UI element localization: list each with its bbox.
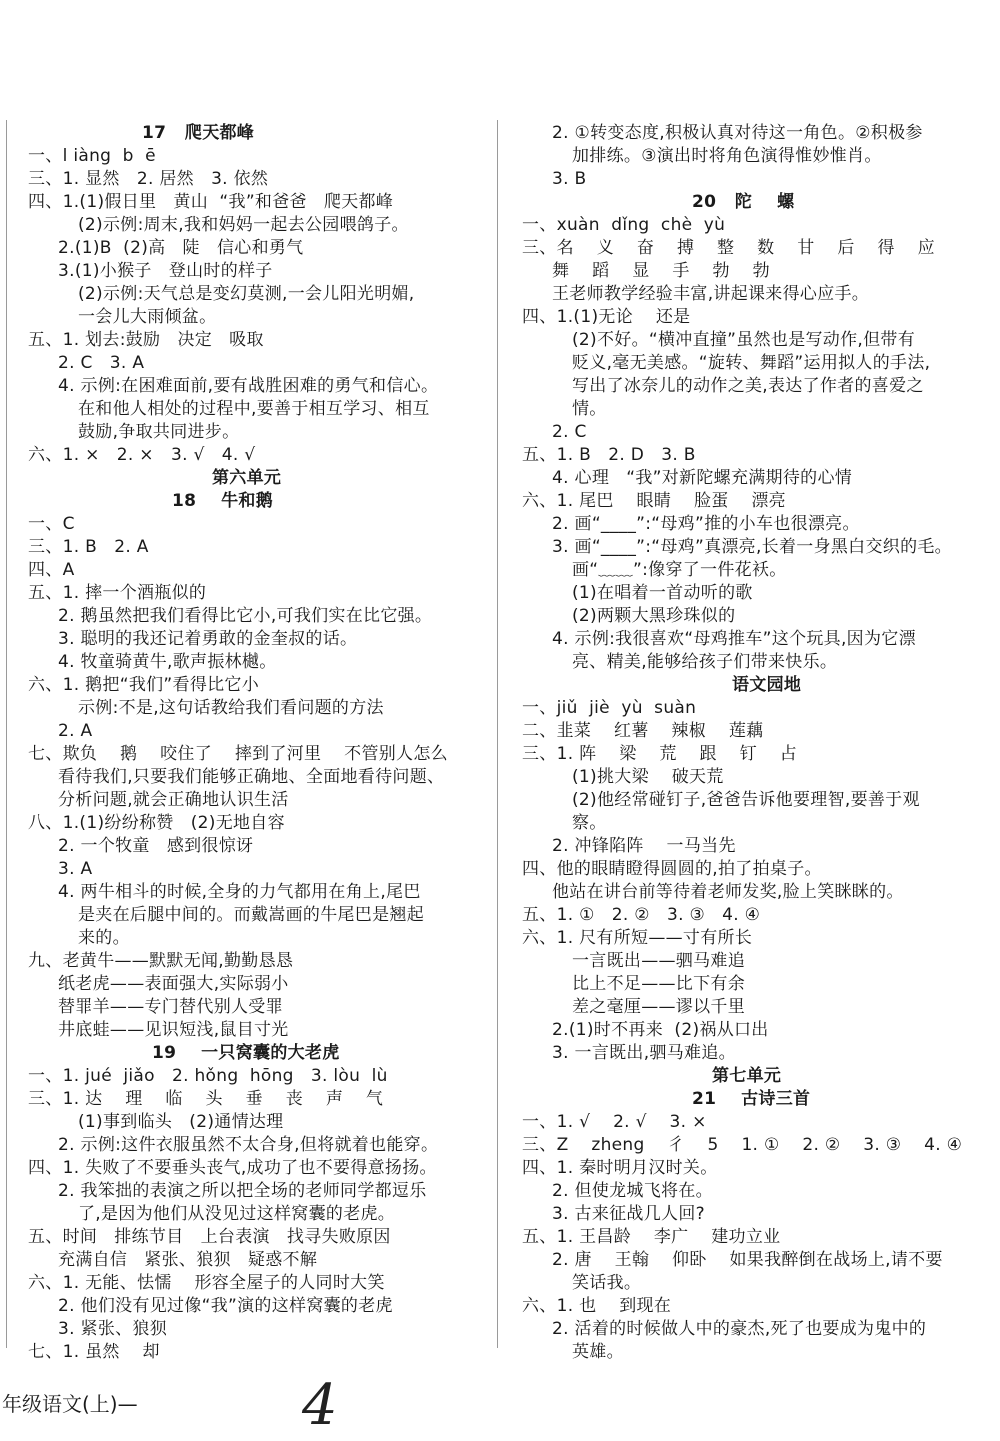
answer-line: 三、1. 阵 梁 荒 跟 钉 占 <box>522 744 797 764</box>
answer-line: (2)示例:天气总是变幻莫测,一会儿阳光明媚, <box>78 284 415 304</box>
answer-line: 察。 <box>572 813 607 833</box>
answer-line: 四、1. 失败了不要垂头丧气,成功了也不要得意扬扬。 <box>28 1158 437 1178</box>
answer-line: 王老师教学经验丰富,讲起课来得心应手。 <box>552 284 870 304</box>
answer-line: 七、1. 虽然 却 <box>28 1342 160 1362</box>
section-title: 21 古诗三首 <box>692 1089 811 1109</box>
answer-line: 2. ①转变态度,积极认真对待这一角色。②积极参 <box>552 123 923 143</box>
answer-line: 2. A <box>58 721 93 741</box>
answer-line: 加排练。③演出时将角色演得惟妙惟肖。 <box>572 146 882 166</box>
column-divider <box>497 120 498 1348</box>
answer-line: 五、1. 划去:鼓励 决定 吸取 <box>28 330 264 350</box>
answer-line: (1)事到临头 (2)通情达理 <box>78 1112 284 1132</box>
answer-line: 2. 画“____”:“母鸡”推的小车也很漂亮。 <box>552 514 860 534</box>
answer-line: (2)示例:周末,我和妈妈一起去公园喂鸽子。 <box>78 215 409 235</box>
answer-line: 2. 但使龙城飞将在。 <box>552 1181 713 1201</box>
answer-line: 一、l iàng b ē <box>28 146 156 166</box>
answer-line: 五、1. ① 2. ② 3. ③ 4. ④ <box>522 905 761 925</box>
answer-line: 3. A <box>58 859 93 879</box>
answer-line: 2. 唐 王翰 仰卧 如果我醉倒在战场上,请不要 <box>552 1250 943 1270</box>
section-title: 17 爬天都峰 <box>142 123 255 143</box>
left-margin-rule <box>6 120 7 1348</box>
answer-line: 笑话我。 <box>572 1273 642 1293</box>
answer-line: 亮、精美,能够给孩子们带来快乐。 <box>572 652 838 672</box>
answer-line: (1)在唱着一首动听的歌 <box>572 583 753 603</box>
answer-line: (2)不好。“横冲直撞”虽然也是写动作,但带有 <box>572 330 915 350</box>
answer-line: 鼓励,争取共同进步。 <box>78 422 240 442</box>
answer-line: 了,是因为他们从没见过这样窝囊的老虎。 <box>78 1204 396 1224</box>
answer-line: 是夹在后腿中间的。而戴嵩画的牛尾巴是翘起 <box>78 905 424 925</box>
answer-line: 一、jiǔ jiè yù suàn <box>522 698 697 718</box>
answer-line: 4. 示例:在困难面前,要有战胜困难的勇气和信心。 <box>58 376 439 396</box>
answer-line: 一、xuàn dǐng chè yù <box>522 215 726 235</box>
answer-line: 3. 古来征战几人回? <box>552 1204 705 1224</box>
answer-line: 看待我们,只要我们能够正确地、全面地看待问题、 <box>58 767 445 787</box>
answer-line: 六、1. 鹅把“我们”看得比它小 <box>28 675 260 695</box>
answer-line: 舞 蹈 显 手 勃 勃 <box>552 261 770 281</box>
answer-line: 3. 画“____”:“母鸡”真漂亮,长着一身黑白交织的毛。 <box>552 537 952 557</box>
answer-line: 3. B <box>552 169 587 189</box>
answer-line: 井底蛙——见识短浅,鼠目寸光 <box>58 1020 289 1040</box>
answer-line: 九、老黄牛——默默无闻,勤勤恳恳 <box>28 951 294 971</box>
answer-line: 纸老虎——表面强大,实际弱小 <box>58 974 289 994</box>
answer-line: 3. 一言既出,驷马难追。 <box>552 1043 736 1063</box>
section-title: 第七单元 <box>712 1066 782 1086</box>
answer-line: 六、1. 尾巴 眼睛 脸蛋 漂亮 <box>522 491 786 511</box>
answer-line: 一言既出——驷马难追 <box>572 951 745 971</box>
answer-line: 画“﹏﹏”:像穿了一件花袄。 <box>572 560 787 580</box>
answer-line: 示例:不是,这句话教给我们看问题的方法 <box>78 698 384 718</box>
answer-line: 四、1. 秦时明月汉时关。 <box>522 1158 718 1178</box>
answer-line: 他站在讲台前等待着老师发奖,脸上笑眯眯的。 <box>552 882 904 902</box>
answer-line: 在和他人相处的过程中,要善于相互学习、相互 <box>78 399 430 419</box>
answer-line: 3.(1)小猴子 登山时的样子 <box>58 261 273 281</box>
answer-line: 八、1.(1)纷纷称赞 (2)无地自容 <box>28 813 285 833</box>
answer-line: 二、韭菜 红薯 辣椒 莲藕 <box>522 721 764 741</box>
answer-line: 来的。 <box>78 928 130 948</box>
answer-line: 4. 心理 “我”对新陀螺充满期待的心情 <box>552 468 853 488</box>
answer-line: 一、1. jué jiǎo 2. hǒng hōng 3. lòu lù <box>28 1066 388 1086</box>
answer-line: 3. 聪明的我还记着勇敢的金奎叔的话。 <box>58 629 358 649</box>
answer-line: 四、他的眼睛瞪得圆圆的,拍了拍桌子。 <box>522 859 822 879</box>
answer-line: 六、1. 也 到现在 <box>522 1296 672 1316</box>
answer-line: 分析问题,就会正确地认识生活 <box>58 790 289 810</box>
page-footer: 年级语文(上)— <box>2 1392 138 1416</box>
answer-line: 2. 他们没有见过像“我”演的这样窝囊的老虎 <box>58 1296 393 1316</box>
answer-line: 一、1. √ 2. √ 3. × <box>522 1112 707 1132</box>
answer-line: 三、1. 显然 2. 居然 3. 依然 <box>28 169 269 189</box>
answer-line: 2.(1)B (2)高 陡 信心和勇气 <box>58 238 304 258</box>
answer-line: 五、1. 王昌龄 李广 建功立业 <box>522 1227 781 1247</box>
answer-line: 2.(1)时不再来 (2)祸从口出 <box>552 1020 769 1040</box>
answer-line: 4. 牧童骑黄牛,歌声振林樾。 <box>58 652 277 672</box>
answer-line: 三、1. B 2. A <box>28 537 149 557</box>
section-title: 第六单元 <box>212 468 282 488</box>
answer-line: 3. 紧张、狼狈 <box>58 1319 168 1339</box>
handwritten-page-number: 4 <box>302 1373 338 1438</box>
answer-line: 六、1. 尺有所短——寸有所长 <box>522 928 753 948</box>
section-title: 19 一只窝囊的大老虎 <box>152 1043 340 1063</box>
answer-line: 七、欺负 鹅 咬住了 摔到了河里 不管别人怎么 <box>28 744 448 764</box>
answer-line: (2)他经常碰钉子,爸爸告诉他要理智,要善于观 <box>572 790 920 810</box>
answer-line: 一、C <box>28 514 75 534</box>
answer-line: 写出了冰奈儿的动作之美,表达了作者的喜爱之 <box>572 376 924 396</box>
answer-line: 4. 示例:我很喜欢“母鸡推车”这个玩具,因为它漂 <box>552 629 916 649</box>
answer-line: 六、1. × 2. × 3. √ 4. √ <box>28 445 256 465</box>
answer-line: 比上不足——比下有余 <box>572 974 745 994</box>
answer-line: 2. 示例:这件衣服虽然不太合身,但将就着也能穿。 <box>58 1135 439 1155</box>
answer-line: 2. 鹅虽然把我们看得比它小,可我们实在比它强。 <box>58 606 433 626</box>
answer-line: 差之毫厘——谬以千里 <box>572 997 745 1017</box>
answer-line: 2. 活着的时候做人中的豪杰,死了也要成为鬼中的 <box>552 1319 927 1339</box>
answer-line: (2)两颗大黑珍珠似的 <box>572 606 736 626</box>
answer-line: 六、1. 无能、怯懦 形容全屋子的人同时大笑 <box>28 1273 385 1293</box>
answer-line: 贬义,毫无美感。“旋转、舞蹈”运用拟人的手法, <box>572 353 931 373</box>
answer-line: 英雄。 <box>572 1342 624 1362</box>
answer-line: 三、1. 达 理 临 头 垂 丧 声 气 <box>28 1089 384 1109</box>
answer-line: 充满自信 紧张、狼狈 疑惑不解 <box>58 1250 318 1270</box>
answer-line: 四、A <box>28 560 75 580</box>
answer-line: 四、1.(1)无论 还是 <box>522 307 691 327</box>
section-title: 语文园地 <box>732 675 802 695</box>
answer-line: 2. 我笨拙的表演之所以把全场的老师同学都逗乐 <box>58 1181 427 1201</box>
answer-line: 2. 冲锋陷阵 一马当先 <box>552 836 736 856</box>
section-title: 20 陀 螺 <box>692 192 795 212</box>
answer-line: (1)挑大梁 破天荒 <box>572 767 724 787</box>
answer-line: 五、1. B 2. D 3. B <box>522 445 696 465</box>
answer-line: 五、1. 摔一个酒瓶似的 <box>28 583 207 603</box>
answer-line: 三、名 义 奋 搏 整 数 甘 后 得 应 <box>522 238 935 258</box>
section-title: 18 牛和鹅 <box>172 491 274 511</box>
answer-line: 五、时间 排练节目 上台表演 找寻失败原因 <box>28 1227 391 1247</box>
answer-line: 情。 <box>572 399 607 419</box>
answer-line: 四、1.(1)假日里 黄山 “我”和爸爸 爬天都峰 <box>28 192 394 212</box>
answer-line: 2. C <box>552 422 587 442</box>
answer-line: 三、Z zheng 彳 5 1. ① 2. ② 3. ③ 4. ④ <box>522 1135 963 1155</box>
answer-line: 一会儿大雨倾盆。 <box>78 307 217 327</box>
answer-line: 替罪羊——专门替代别人受罪 <box>58 997 283 1017</box>
answer-line: 2. 一个牧童 感到很惊讶 <box>58 836 254 856</box>
answer-line: 4. 两牛相斗的时候,全身的力气都用在角上,尾巴 <box>58 882 421 902</box>
answer-line: 2. C 3. A <box>58 353 145 373</box>
